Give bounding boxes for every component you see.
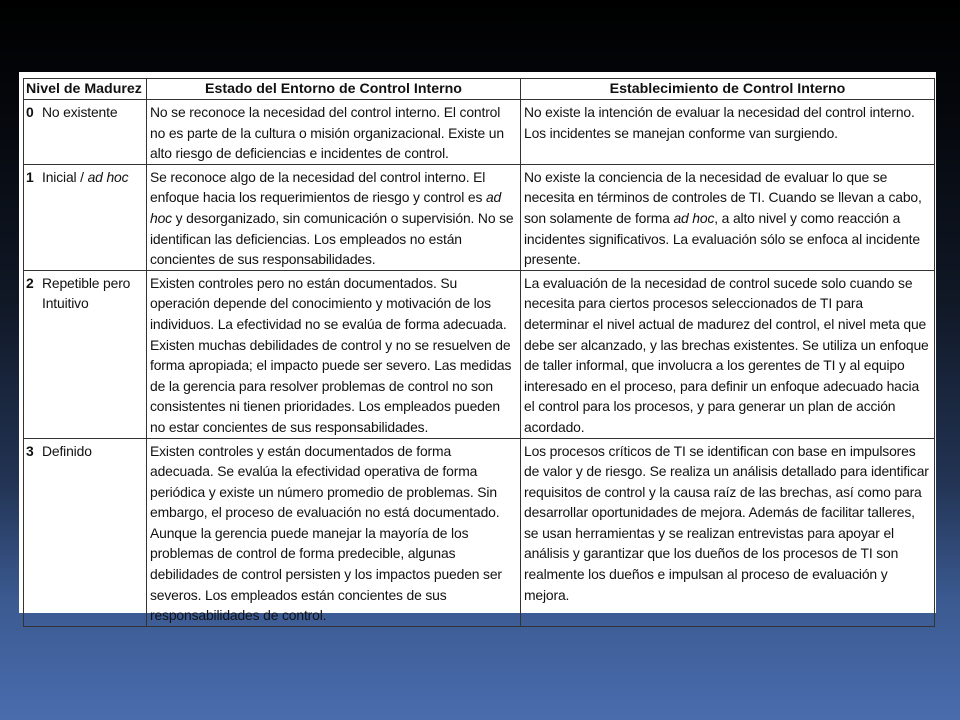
level-label-italic: ad hoc [87, 168, 129, 185]
environment-cell: Existen controles pero no están documentados. Su operación depende del conocimiento y motivación de los individuos. La efectividad no se evalúa de forma adecuada. Existen muchas debilidades de control y no se resuelven de forma apropiada; el impacto puede ser severo. Las medidas de la gerencia para resolver problemas de control no son consistentes ni tienen prioridades. Los empleados pueden no estar concientes de sus responsabilidades. [147, 270, 521, 438]
establishment-text: , a alto nivel y como reacción a incidentes significativos. La evaluación sólo se enfoca al incidente presente. [524, 209, 920, 268]
level-cell [24, 164, 147, 270]
maturity-table-slide [19, 72, 936, 624]
establishment-cell [521, 164, 935, 270]
level-cell [24, 270, 147, 438]
level-number: 3 [26, 442, 34, 459]
level-number: 1 [26, 168, 34, 185]
establishment-italic: ad hoc [673, 209, 715, 226]
environment-italic: ad hoc [150, 189, 502, 226]
table-row [24, 164, 935, 270]
level-label-text: Inicial / [42, 168, 88, 185]
level-cell [24, 438, 147, 626]
environment-cell: Existen controles y están documentados de forma adecuada. Se evalúa la efectividad operativa de forma periódica y existe un número promedio de problemas. Sin embargo, el proceso de evaluación no está documentado. Aunque la gerencia puede manejar la mayoría de los problemas de control de forma predecible, algunas debilidades de control persisten y los impactos pueden ser severos. Los empleados están concientes de sus responsabilidades de control. [147, 438, 521, 626]
table-row [24, 438, 935, 626]
table-row [24, 270, 935, 438]
environment-text: Se reconoce algo de la necesidad del control interno. El enfoque hacia los requerimientos de riesgo y control es [150, 168, 486, 206]
environment-cell [147, 164, 521, 270]
level-label: No existente [42, 104, 118, 120]
level-cell [24, 100, 147, 165]
table-header-row [24, 79, 935, 100]
establishment-cell: No existe la intención de evaluar la necesidad del control interno. Los incidentes se manejan conforme van surgiendo. [521, 100, 935, 165]
level-number: 0 [26, 104, 34, 120]
maturity-table [23, 78, 935, 627]
header-environment: Estado del Entorno de Control Interno [147, 79, 521, 100]
level-label [42, 167, 160, 188]
environment-text: y desorganizado, sin comunicación o supervisión. No se identifican las deficiencias. Los empleados no están concientes de sus responsabilidades. [150, 209, 514, 268]
table-row [24, 100, 935, 165]
establishment-cell: Los procesos críticos de TI se identifican con base en impulsores de valor y de riesgo. Se realiza un análisis detallado para identificar requisitos de control y la causa raíz de las brechas, así como para desarrollar oportunidades de mejora. Además de facilitar talleres, se usan herramientas y se realizan entrevistas para apoyar el análisis y garantizar que los dueños de los procesos de TI son realmente los dueños e impulsan al proceso de evaluación y mejora. [521, 438, 935, 626]
level-label: Repetible pero Intuitivo [42, 274, 131, 312]
header-level: Nivel de Madurez [24, 79, 147, 100]
level-number: 2 [26, 274, 34, 291]
level-label: Definido [42, 442, 92, 459]
establishment-text: No existe la conciencia de la necesidad de evaluar lo que se necesita en términos de controles de TI. Cuando se llevan a cabo, son solamente de forma [524, 168, 922, 226]
establishment-cell: La evaluación de la necesidad de control sucede solo cuando se necesita para ciertos procesos seleccionados de TI para determinar el nivel actual de madurez del control, el nivel meta que debe ser alcanzado, y las brechas existentes. Se utiliza un enfoque de taller informal, que involucra a los gerentes de TI y al equipo interesado en el proceso, para definir un enfoque adecuado hacia el control para los procesos, y para generar un plan de acción acordado. [521, 270, 935, 438]
environment-cell: No se reconoce la necesidad del control interno. El control no es parte de la cultura o misión organizacional. Existe un alto riesgo de deficiencias e incidentes de control. [147, 100, 521, 165]
header-establishment: Establecimiento de Control Interno [521, 79, 935, 100]
